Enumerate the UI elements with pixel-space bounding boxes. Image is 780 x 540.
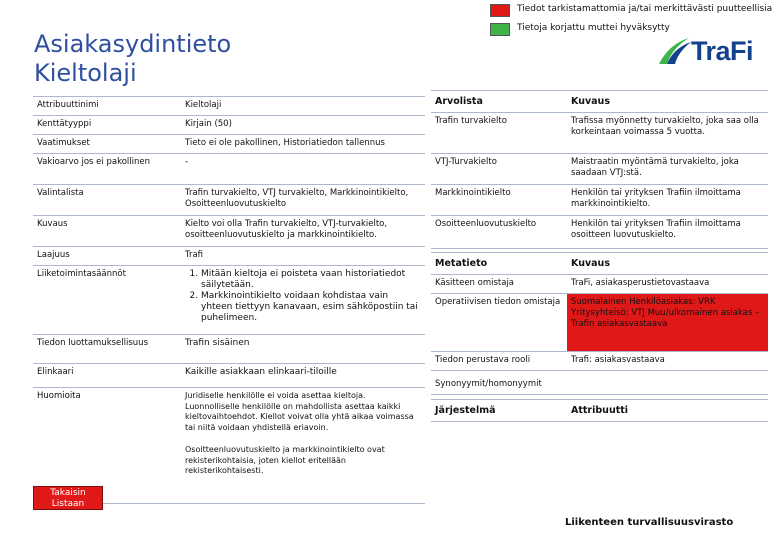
header-cell: Järjestelmä — [431, 400, 567, 422]
business-rules-list — [185, 269, 421, 324]
page-title — [34, 30, 231, 88]
header-cell: Metatieto — [431, 253, 567, 275]
attr-name: Liiketoimintasäännöt — [33, 266, 181, 335]
header-cell: Kuvaus — [567, 91, 768, 113]
attr-value: Kielto voi olla Trafin turvakielto, VTJ-turvakielto, osoitteenluovutuskielto ja markkinointikielto. — [181, 216, 425, 247]
table-header-row — [431, 91, 768, 113]
meta-name: Operatiivisen tiedon omistaja — [431, 294, 567, 352]
value-desc: Henkilön tai yrityksen Trafiin ilmoittama osoitteen luovutuskielto. — [567, 216, 768, 249]
attr-name: Huomioita — [33, 388, 181, 504]
logo-text: TraFi — [691, 36, 754, 66]
list-item: 1. Mitään kieltoja ei poisteta vaan historiatiedot säilytetään. — [201, 269, 421, 291]
meta-name: Käsitteen omistaja — [431, 275, 567, 294]
value-desc: Henkilön tai yrityksen Trafiin ilmoittama markkinointikielto. — [567, 185, 768, 216]
page-title-line2: Kieltolaji — [34, 59, 137, 87]
meta-value-flagged: Suomalainen Henkilöasiakas: VRK Yritysyhteisö: VTJ Muu/ulkomainen asiakas – Trafin asiakasvastaava — [567, 294, 768, 352]
table-row — [431, 154, 768, 185]
attr-value — [181, 266, 425, 335]
value-name: Osoitteenluovutuskielto — [431, 216, 567, 249]
header-cell: Arvolista — [431, 91, 567, 113]
metadata-table — [431, 252, 768, 371]
table-row — [33, 266, 425, 335]
footer-text: Liikenteen turvallisuusvirasto — [565, 517, 734, 528]
red-square-icon — [490, 4, 510, 17]
table-row — [33, 154, 425, 185]
back-button-label-line1: Takaisin — [50, 488, 86, 498]
table-row — [431, 113, 768, 154]
notes-text: Juridiselle henkilölle ei voida asettaa kieltoja. Luonnolliselle henkilölle on mahdollista asettaa kaikki kieltovaihtoehdot. Kiellot voivat olla yhtä aikaa voimassa tai niitä voidaan yhdistellä eriavoin. — [185, 391, 414, 432]
table-row — [431, 275, 768, 294]
page-title-line1: Asiakasydintieto — [34, 30, 232, 58]
attr-value: Kaikille asiakkaan elinkaari-tiloille — [181, 364, 425, 388]
attr-value — [181, 388, 425, 504]
back-to-list-button[interactable] — [33, 486, 103, 510]
attr-name: Attribuuttinimi — [33, 97, 181, 116]
attr-value: Trafin turvakielto, VTJ turvakielto, Markkinointikielto, Osoitteenluovutuskielto — [181, 185, 425, 216]
table-row — [33, 185, 425, 216]
synonyms-row: Synonyymit/homonyymit — [431, 376, 768, 395]
attr-value: Kirjain (50) — [181, 116, 425, 135]
value-name: Trafin turvakielto — [431, 113, 567, 154]
table-row — [33, 335, 425, 364]
table-row — [431, 352, 768, 371]
green-square-icon — [490, 23, 510, 36]
attr-name: Tiedon luottamuksellisuus — [33, 335, 181, 364]
table-header-row — [431, 253, 768, 275]
attribute-table — [33, 96, 425, 504]
table-row — [33, 216, 425, 247]
trafi-logo — [655, 34, 770, 70]
back-button-label-line2: Listaan — [51, 499, 85, 509]
header-cell: Attribuutti — [567, 400, 768, 422]
notes-text-extra: Osoitteenluovutuskielto ja markkinointikielto ovat rekisterikohtaisia, joten kiellot eritellään rekisterikohtaisesti. — [185, 445, 385, 475]
list-item: 2. Markkinointikielto voidaan kohdistaa vain yhteen tiettyyn kanavaan, esim sähköpostiin tai puhelimeen. — [201, 291, 421, 324]
attr-name: Valintalista — [33, 185, 181, 216]
table-row — [33, 116, 425, 135]
meta-value: Trafi: asiakasvastaava — [567, 352, 768, 371]
meta-value: TraFi, asiakasperustietovastaava — [567, 275, 768, 294]
trafi-swoosh-icon — [655, 34, 695, 70]
attr-value: Kieltolaji — [181, 97, 425, 116]
attr-name: Kuvaus — [33, 216, 181, 247]
systems-table — [431, 399, 768, 422]
table-row — [431, 294, 768, 352]
attr-value: Trafi — [181, 247, 425, 266]
attr-value: Tieto ei ole pakollinen, Historiatiedon tallennus — [181, 135, 425, 154]
header-cell: Kuvaus — [567, 253, 768, 275]
table-row — [33, 97, 425, 116]
value-name: Markkinointikielto — [431, 185, 567, 216]
values-table — [431, 90, 768, 249]
value-desc: Trafissa myönnetty turvakielto, joka saa olla korkeintaan voimassa 5 vuotta. — [567, 113, 768, 154]
table-row — [33, 247, 425, 266]
attr-value: - — [181, 154, 425, 185]
legend-text: Tiedot tarkistamattomia ja/tai merkittävästi puutteellisia — [517, 4, 773, 14]
table-row — [431, 185, 768, 216]
table-row — [431, 216, 768, 249]
value-desc: Maistraatin myöntämä turvakielto, joka saadaan VTJ:stä. — [567, 154, 768, 185]
value-name: VTJ-Turvakielto — [431, 154, 567, 185]
attr-name: Elinkaari — [33, 364, 181, 388]
table-row — [33, 364, 425, 388]
attr-name: Kenttätyyppi — [33, 116, 181, 135]
attr-value: Trafin sisäinen — [181, 335, 425, 364]
legend-text: Tietoja korjattu muttei hyväksytty — [517, 23, 670, 33]
attr-name: Laajuus — [33, 247, 181, 266]
attr-name: Vakioarvo jos ei pakollinen — [33, 154, 181, 185]
attr-name: Vaatimukset — [33, 135, 181, 154]
table-header-row — [431, 400, 768, 422]
table-row — [33, 135, 425, 154]
meta-name: Tiedon perustava rooli — [431, 352, 567, 371]
